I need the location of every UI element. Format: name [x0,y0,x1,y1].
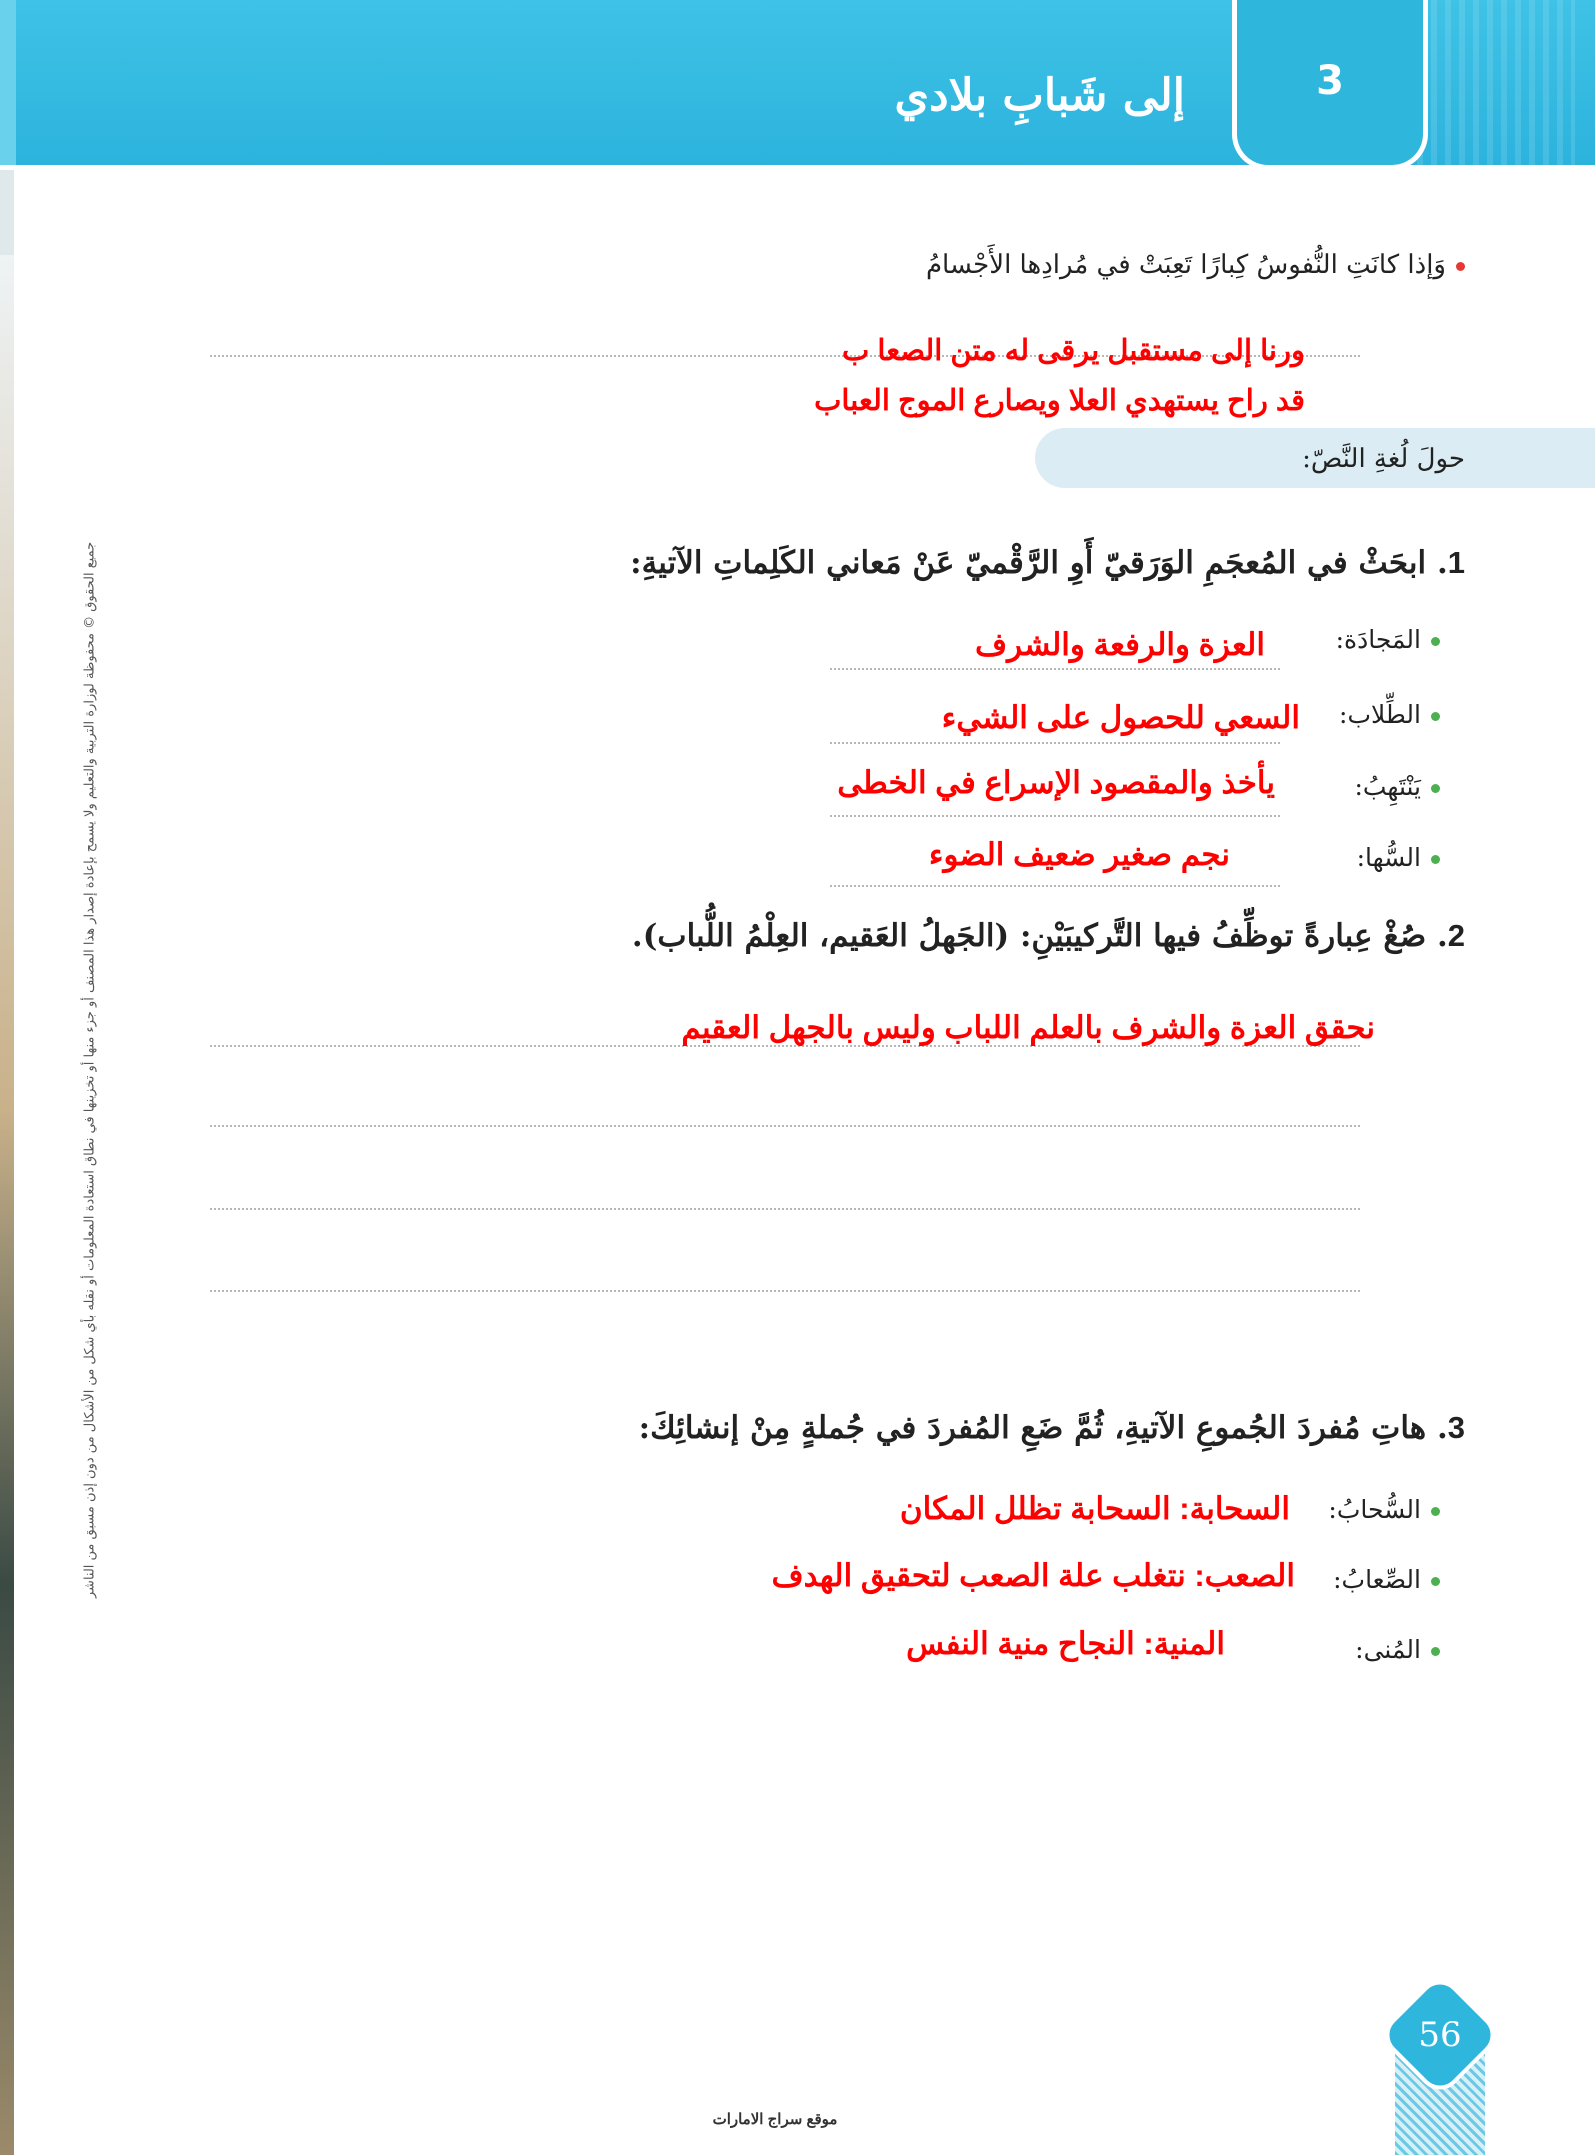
left-margin-strip-top [0,170,14,255]
page-number-badge [1385,1990,1495,2155]
answer-dotted-line [210,1208,1360,1210]
question-3-text: هاتِ مُفردَ الجُموعِ الآتيةِ، ثُمَّ ضَعِ المُفردَ في جُملةٍ مِنْ إنشائِكَ: [638,1410,1427,1446]
poem-answer-line-2: قد راح يستهدي العلا ويصارع الموج العباب [814,385,1305,417]
q1-term-3: يَنْتَهِبُ: [1354,772,1421,801]
chapter-title: إلى شَبابِ بلادي [894,70,1185,121]
bullet-icon [1431,637,1440,646]
answer-dotted-line [210,1125,1360,1127]
question-2-text: صُغْ عِبارةً توظِّفُ فيها التَّركيبَيْنِ: (الجَهلُ العَقيم، العِلْمُ اللُّباب). [631,918,1427,954]
q1-answer-4: نجم صغير ضعيف الضوء [928,837,1230,872]
answer-dotted-line [830,885,1280,887]
answer-dotted-line [210,1290,1360,1292]
q1-term-1: المَجادَة: [1335,625,1421,654]
bullet-icon [1456,262,1465,271]
question-3-number: 3 [1447,1410,1465,1445]
q1-answer-1: العزة والرفعة والشرف [974,627,1265,662]
q1-term-4: السُّها: [1356,843,1421,872]
q1-answer-3: يأخذ والمقصود الإسراع في الخطى [837,765,1275,800]
footer-site-text: موقع سراج الامارات [712,2111,838,2128]
bullet-icon [1431,1577,1440,1586]
q3-answer-2: الصعب: نتغلب علة الصعب لتحقيق الهدف [771,1558,1295,1593]
left-margin-strip [0,255,14,2155]
section-title: حولَ لُغةِ النَّصّ: [1302,444,1465,474]
q3-term-1: السُّحابُ: [1328,1495,1421,1524]
question-1-text: ابحَثْ في المُعجَمِ الوَرَقيّ أَوِ الرَّقْميّ عَنْ مَعاني الكَلِماتِ الآتيةِ: [630,545,1427,581]
q1-item-3 [1354,772,1440,801]
q3-answer-3: المنية: النجاح منية النفس [906,1626,1225,1661]
page-number: 56 [1418,2015,1462,2055]
q3-item-2 [1333,1565,1440,1594]
q1-term-2: الطِّلاب: [1339,700,1421,729]
bullet-icon [1431,1507,1440,1516]
q3-term-3: المُنى: [1355,1635,1421,1664]
poem-answer-line-1: ورنا إلى مستقبل يرقى له متن الصعا ب [842,335,1305,367]
answer-dotted-line [830,815,1280,817]
question-2-number: 2 [1447,918,1465,953]
copyright-notice [80,480,100,1660]
question-2: 2. صُغْ عِبارةً توظِّفُ فيها التَّركيبَيْنِ: (الجَهلُ العَقيم، العِلْمُ اللُّباب). [631,918,1465,954]
bullet-icon [1431,784,1440,793]
question-1: 1. ابحَثْ في المُعجَمِ الوَرَقيّ أَوِ الرَّقْميّ عَنْ مَعاني الكَلِماتِ الآتيةِ: [630,545,1465,581]
q3-item-3 [1355,1635,1440,1664]
poem-verse: وَإذا كانَتِ النُّفوسُ كِبارًا تَعِبَتْ في مُرادِها الأَجْسامُ [925,250,1446,280]
q3-term-2: الصِّعابُ: [1333,1565,1421,1594]
copyright-text: جميع الحقوق © محفوظة لوزارة التربية والتعليم ولا يسمح بإعادة إصدار هذا المصنف أو جزء منها أو تخزينها في نطاق استعادة المعلومات أو نقله بأي شكل من الأشكال من دون إذن مسبق من الناشر [82,541,98,1599]
answer-dotted-line [830,742,1280,744]
question-3: 3. هاتِ مُفردَ الجُموعِ الآتيةِ، ثُمَّ ضَعِ المُفردَ في جُملةٍ مِنْ إنشائِكَ: [638,1410,1465,1446]
q1-item-2 [1339,700,1440,729]
q1-item-1 [1336,625,1440,654]
question-1-number: 1 [1447,545,1465,580]
chapter-tab [1232,0,1428,170]
q3-item-1 [1328,1495,1440,1524]
bullet-icon [1431,1647,1440,1656]
bullet-icon [1431,855,1440,864]
q3-answer-1: السحابة: السحابة تظلل المكان [899,1491,1290,1526]
q1-item-4 [1357,843,1440,872]
poem-verse-line [926,250,1465,280]
answer-dotted-line [830,668,1280,670]
q1-answer-2: السعي للحصول على الشيء [941,700,1300,735]
bullet-icon [1431,712,1440,721]
chapter-number: 3 [1316,58,1344,104]
q2-answer: نحقق العزة والشرف بالعلم اللباب وليس بالجهل العقيم [681,1010,1375,1045]
header-edge [0,0,16,165]
